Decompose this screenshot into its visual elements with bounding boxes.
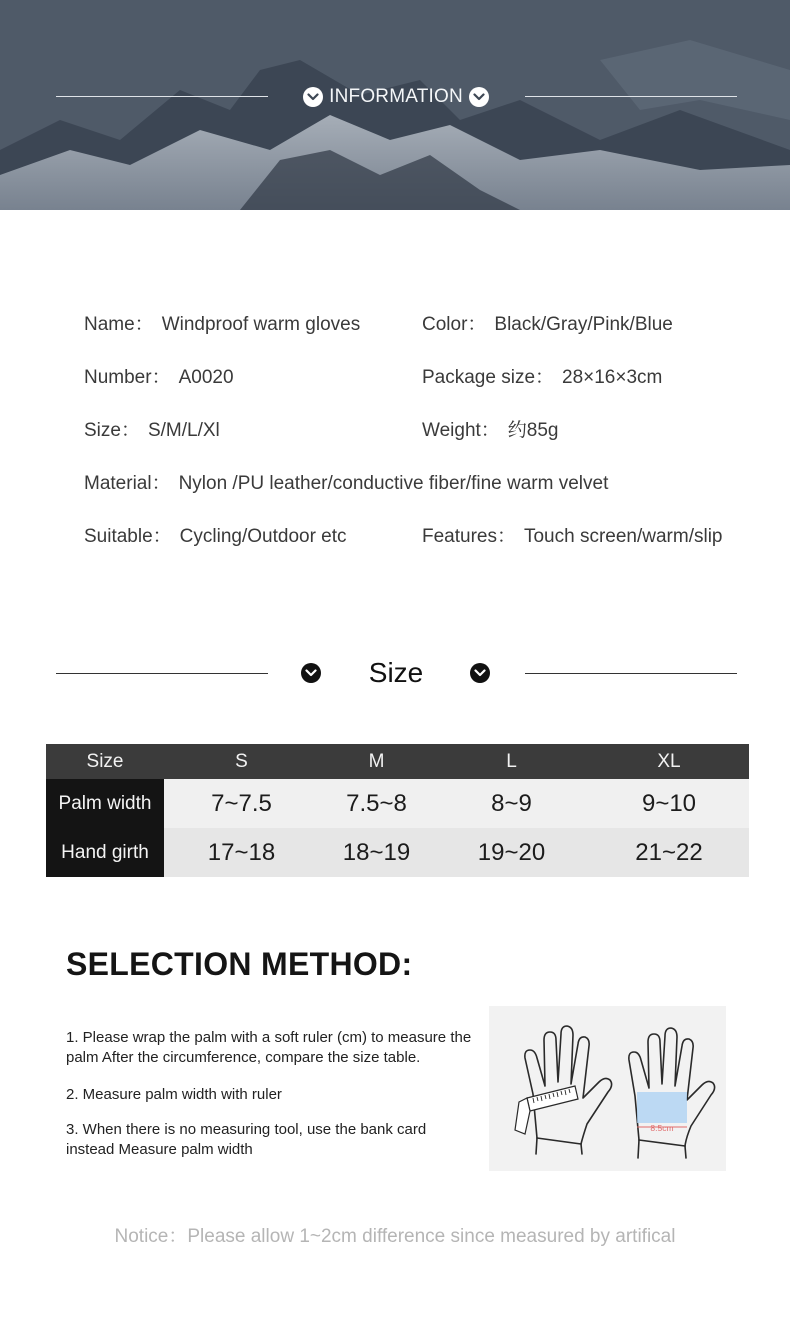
size-heading <box>300 656 492 690</box>
info-label: Number： <box>84 367 171 388</box>
table-header-cell: L <box>434 744 589 779</box>
info-value: Nylon /PU leather/conductive fiber/fine warm velvet <box>178 473 609 494</box>
table-header-row <box>46 744 749 779</box>
bank-card-icon <box>637 1092 687 1123</box>
info-features <box>422 521 723 548</box>
table-cell: 9~10 <box>589 779 749 828</box>
info-weight <box>422 415 559 442</box>
info-color <box>422 309 673 336</box>
hand-measurement-illustration <box>489 1006 726 1171</box>
info-value: S/M/L/Xl <box>147 420 220 441</box>
info-value: Windproof warm gloves <box>161 314 361 335</box>
info-label: Weight： <box>422 420 500 441</box>
table-cell: 7~7.5 <box>164 779 319 828</box>
measurement-notice: Notice：Please allow 1~2cm difference since measured by artifical <box>114 1226 676 1247</box>
table-cell: 19~20 <box>434 828 589 877</box>
info-label: Name： <box>84 314 154 335</box>
info-suitable <box>84 521 347 548</box>
ruler-icon <box>515 1086 578 1134</box>
divider-line-right <box>525 673 737 674</box>
info-label: Suitable： <box>84 526 172 547</box>
info-name <box>84 309 360 336</box>
table-cell: 17~18 <box>164 828 319 877</box>
banner-heading <box>300 84 492 110</box>
row-label: Palm width <box>46 779 164 828</box>
row-label: Hand girth <box>46 828 164 877</box>
chevron-down-icon <box>469 87 489 107</box>
info-number <box>84 362 234 389</box>
info-label: Size： <box>84 420 140 441</box>
card-width-label: 8.5cm <box>650 1123 674 1133</box>
info-label: Package size： <box>422 367 555 388</box>
info-value: 约85g <box>507 420 559 441</box>
info-package-size <box>422 362 662 389</box>
table-cell: 21~22 <box>589 828 749 877</box>
info-label: Features： <box>422 526 516 547</box>
banner-title: INFORMATION <box>329 86 463 107</box>
table-cell: 7.5~8 <box>319 779 434 828</box>
info-value: Cycling/Outdoor etc <box>179 526 347 547</box>
selection-method-heading: SELECTION METHOD: <box>66 946 413 982</box>
info-material <box>84 468 608 495</box>
table-header-cell: Size <box>46 744 164 779</box>
info-value: Touch screen/warm/slip <box>523 526 723 547</box>
info-label: Color： <box>422 314 487 335</box>
table-header-cell: XL <box>589 744 749 779</box>
info-value: A0020 <box>178 367 234 388</box>
selection-step: 2. Measure palm width with ruler <box>66 1086 282 1103</box>
table-row <box>46 779 749 828</box>
chevron-down-icon <box>470 663 490 683</box>
divider-line-left <box>56 673 268 674</box>
divider-line-right <box>525 96 737 97</box>
selection-step: 3. When there is no measuring tool, use the bank card instead Measure palm width <box>66 1121 427 1158</box>
size-title: Size <box>368 657 424 688</box>
info-value: Black/Gray/Pink/Blue <box>494 314 673 335</box>
info-label: Material： <box>84 473 171 494</box>
table-header-cell: M <box>319 744 434 779</box>
size-chart-table <box>46 744 749 877</box>
table-header-cell: S <box>164 744 319 779</box>
table-cell: 18~19 <box>319 828 434 877</box>
chevron-down-icon <box>303 87 323 107</box>
table-cell: 8~9 <box>434 779 589 828</box>
table-row <box>46 828 749 877</box>
selection-step: 1. Please wrap the palm with a soft ruler (cm) to measure the palm After the circumference, compare the size table. <box>66 1029 472 1066</box>
info-value: 28×16×3cm <box>562 367 663 388</box>
divider-line-left <box>56 96 268 97</box>
info-size <box>84 415 220 442</box>
information-banner <box>0 0 790 210</box>
